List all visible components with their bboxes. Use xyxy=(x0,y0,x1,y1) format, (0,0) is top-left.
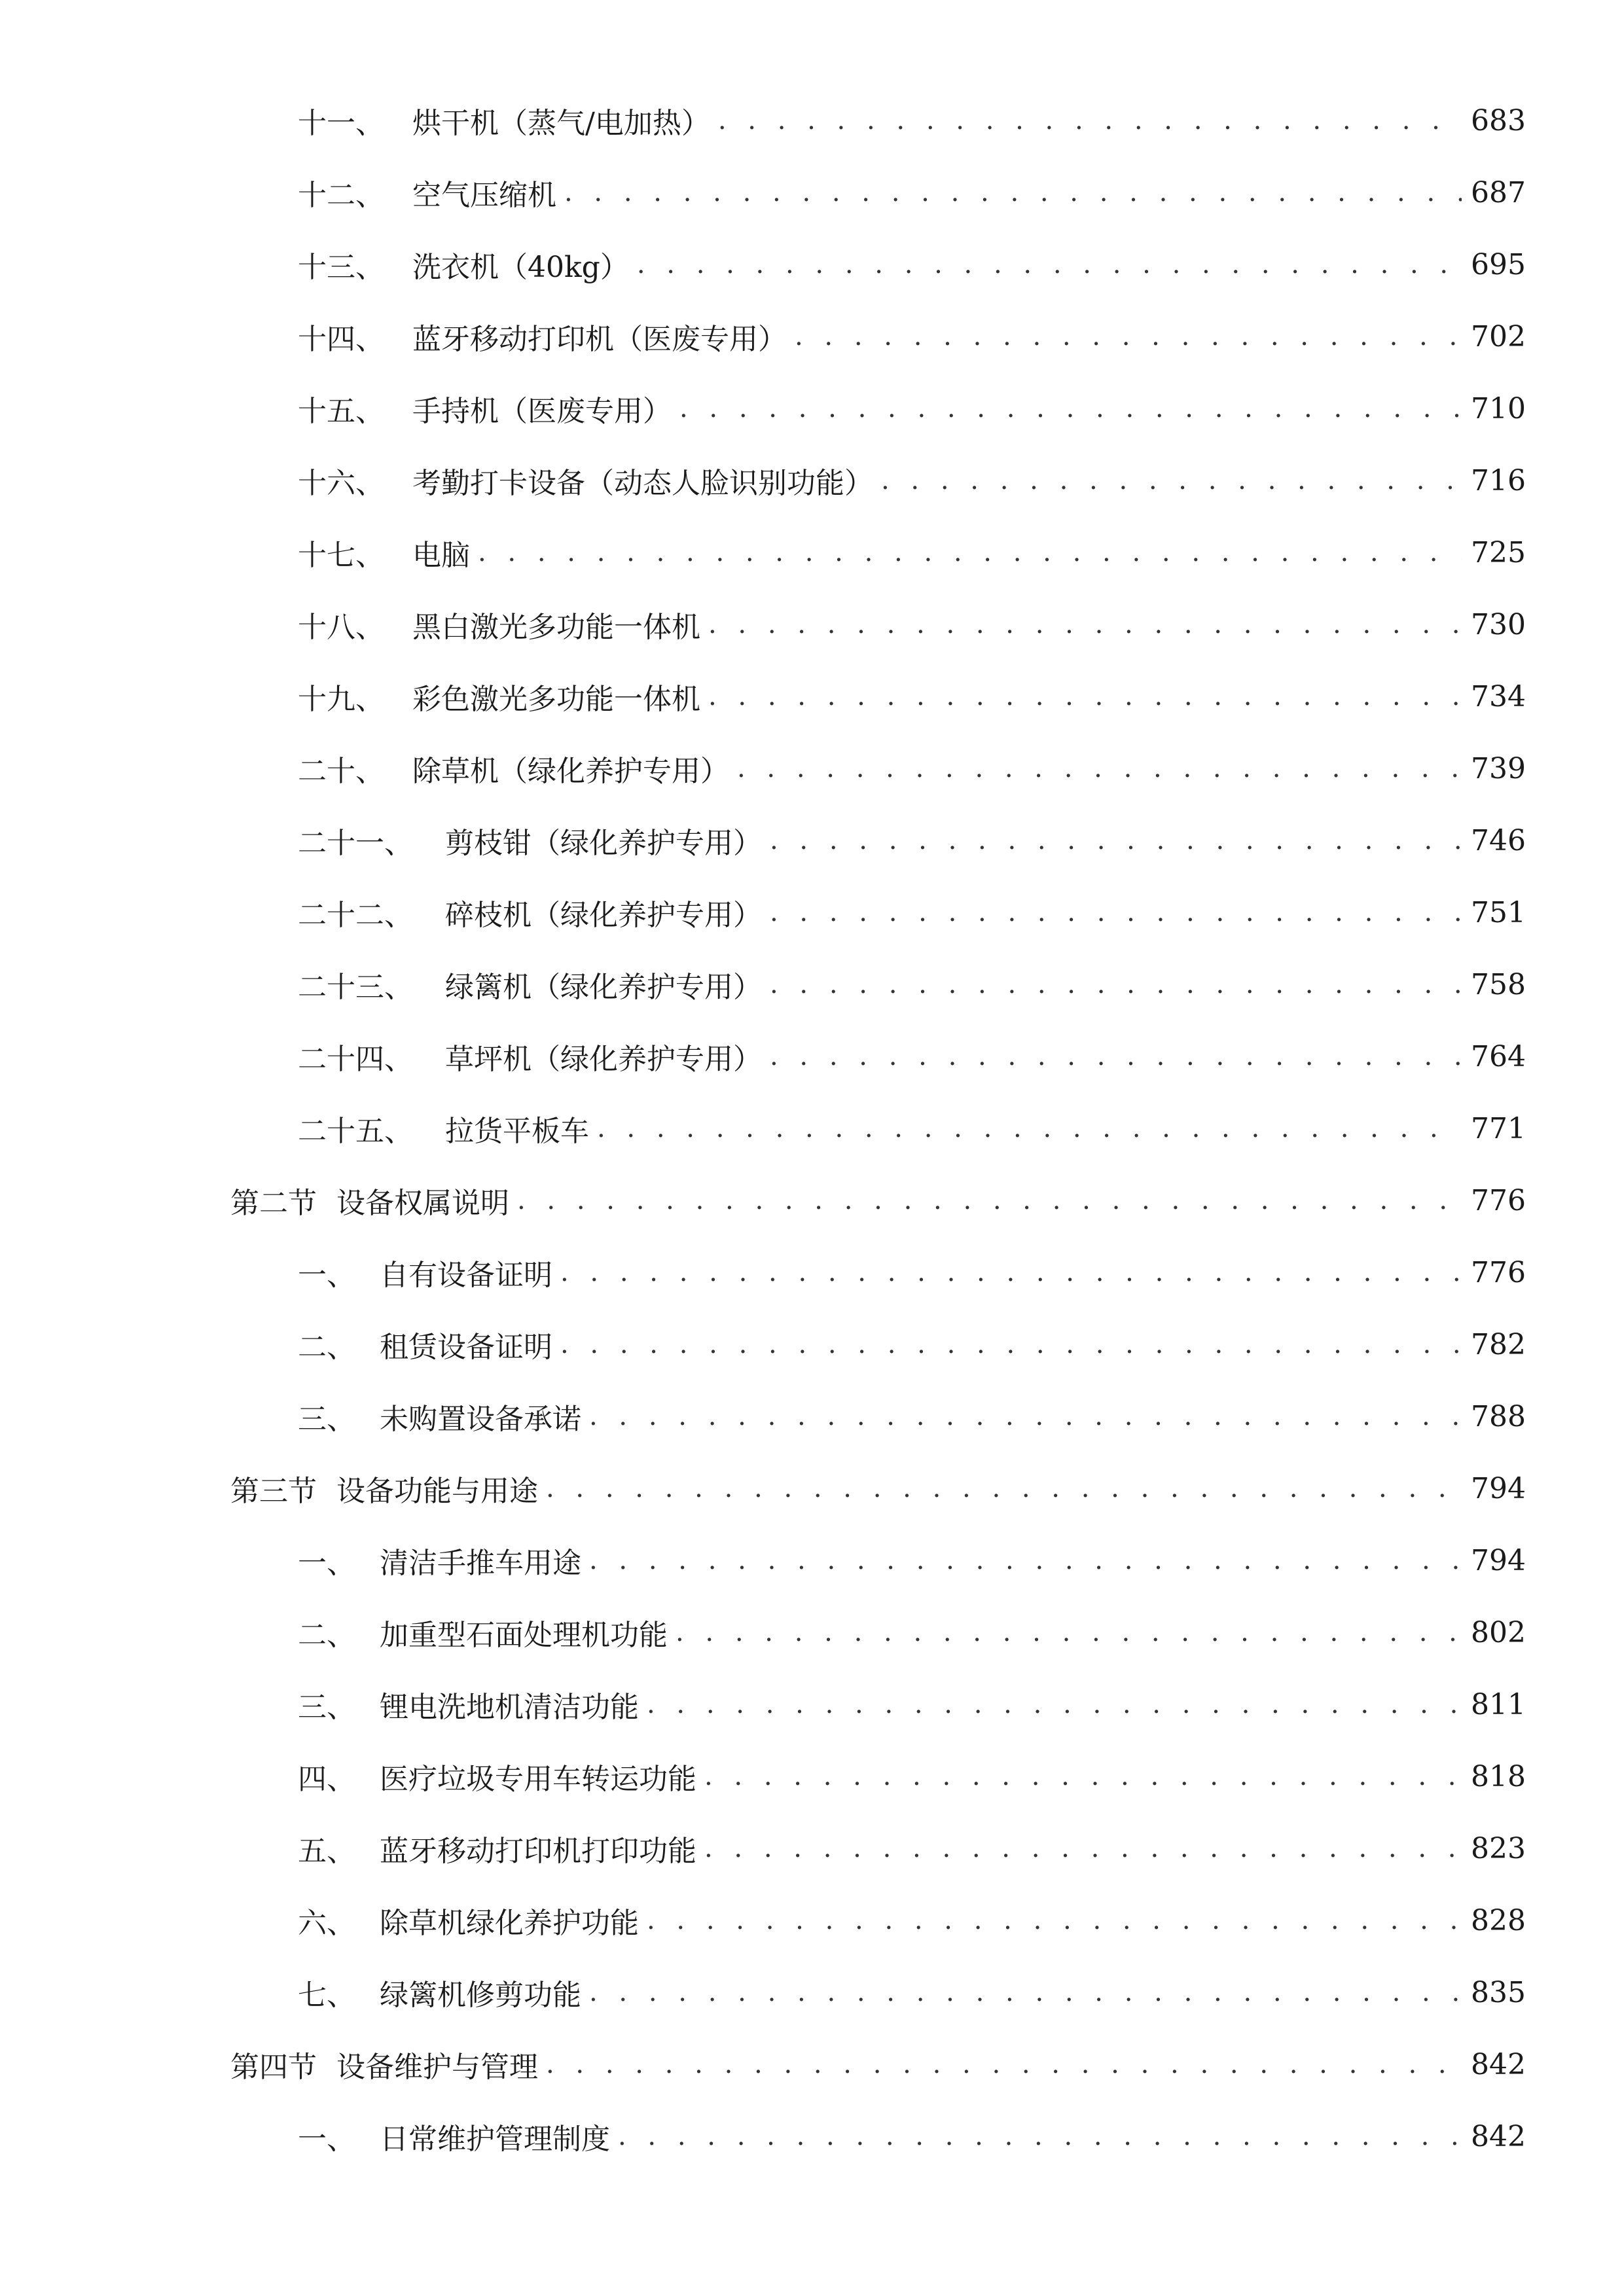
toc-entry-page: 835 xyxy=(1471,1975,1526,2009)
dot-leader xyxy=(770,969,1462,999)
toc-entry-page: 730 xyxy=(1471,607,1526,641)
toc-entry-number: 二十一、 xyxy=(298,827,413,860)
toc-entry-page: 771 xyxy=(1471,1111,1526,1145)
toc-entry-title: 日常维护管理制度 xyxy=(380,2123,610,2156)
toc-entry-title: 电脑 xyxy=(412,539,470,572)
dot-leader xyxy=(546,2049,1462,2079)
toc-section-number: 第三节 xyxy=(230,1475,317,1508)
toc-entry-title: 自有设备证明 xyxy=(380,1259,552,1292)
dot-leader xyxy=(637,249,1462,279)
toc-entry-number: 三、 xyxy=(298,1691,355,1724)
toc-entry-page: 739 xyxy=(1471,751,1526,785)
toc-entry-page: 782 xyxy=(1471,1327,1526,1361)
toc-entry[interactable] xyxy=(0,670,1624,723)
dot-leader xyxy=(770,825,1462,855)
toc-entry[interactable] xyxy=(0,382,1624,435)
toc-entry-title: 手持机（医废专用） xyxy=(412,395,672,428)
toc-entry[interactable] xyxy=(0,1030,1624,1083)
toc-entry-title: 加重型石面处理机功能 xyxy=(380,1619,668,1652)
toc-entry-number: 五、 xyxy=(298,1835,355,1868)
toc-entry-page: 702 xyxy=(1471,319,1526,353)
dot-leader xyxy=(589,1977,1462,2007)
toc-entry[interactable] xyxy=(0,1246,1624,1299)
toc-entry-title: 空气压缩机 xyxy=(412,179,556,212)
toc-entry-number: 十四、 xyxy=(298,323,384,356)
dot-leader xyxy=(478,537,1462,567)
dot-leader xyxy=(560,1329,1462,1359)
toc-entry-title: 除草机绿化养护功能 xyxy=(380,1907,639,1940)
toc-entry-title: 绿篱机（绿化养护专用） xyxy=(445,971,762,1004)
toc-entry-title: 清洁手推车用途 xyxy=(380,1547,581,1580)
toc-entry-number: 十五、 xyxy=(298,395,384,428)
dot-leader xyxy=(708,681,1462,711)
toc-entry-number: 二十二、 xyxy=(298,899,413,932)
toc-entry-number: 二十、 xyxy=(298,755,384,788)
toc-entry[interactable] xyxy=(0,1822,1624,1874)
toc-entry-number: 十一、 xyxy=(298,107,384,140)
toc-entry-page: 842 xyxy=(1471,2047,1526,2081)
toc-entry-page: 823 xyxy=(1471,1831,1526,1865)
dot-leader xyxy=(647,1689,1462,1719)
toc-entry-number: 十二、 xyxy=(298,179,384,212)
toc-entry-number: 二十五、 xyxy=(298,1115,413,1148)
dot-leader xyxy=(737,753,1462,783)
toc-section-entry[interactable] xyxy=(0,2038,1624,2090)
toc-entry-page: 734 xyxy=(1471,679,1526,713)
toc-entry[interactable] xyxy=(0,1750,1624,1803)
toc-entry-title: 蓝牙移动打印机打印功能 xyxy=(380,1835,696,1868)
toc-entry-title: 黑白激光多功能一体机 xyxy=(412,611,700,644)
toc-entry-number: 十八、 xyxy=(298,611,384,644)
dot-leader xyxy=(618,2121,1462,2151)
dot-leader xyxy=(718,105,1462,135)
toc-entry[interactable] xyxy=(0,166,1624,219)
dot-leader xyxy=(564,177,1462,207)
toc-entry-page: 751 xyxy=(1471,895,1526,929)
toc-entry[interactable] xyxy=(0,742,1624,795)
toc-entry-number: 一、 xyxy=(298,1547,355,1580)
dot-leader xyxy=(704,1761,1462,1791)
toc-entry-number: 一、 xyxy=(298,1259,355,1292)
dot-leader xyxy=(679,393,1462,423)
toc-entry[interactable] xyxy=(0,310,1624,363)
toc-entry-title: 碎枝机（绿化养护专用） xyxy=(445,899,762,932)
toc-entry[interactable] xyxy=(0,94,1624,147)
toc-entry-number: 四、 xyxy=(298,1763,355,1796)
toc-entry[interactable] xyxy=(0,1318,1624,1371)
toc-entry-page: 802 xyxy=(1471,1615,1526,1649)
toc-entry-number: 二、 xyxy=(298,1619,355,1652)
toc-entry-title: 除草机（绿化养护专用） xyxy=(412,755,729,788)
dot-leader xyxy=(546,1473,1462,1503)
toc-entry-page: 788 xyxy=(1471,1399,1526,1433)
toc-entry-title: 锂电洗地机清洁功能 xyxy=(380,1691,639,1724)
toc-entry-page: 683 xyxy=(1471,103,1526,137)
toc-entry-page: 716 xyxy=(1471,463,1526,497)
toc-entry-page: 776 xyxy=(1471,1183,1526,1217)
toc-entry-number: 一、 xyxy=(298,2123,355,2156)
dot-leader xyxy=(589,1401,1462,1431)
toc-entry-page: 811 xyxy=(1471,1687,1526,1721)
toc-entry[interactable] xyxy=(0,1534,1624,1587)
toc-section-number: 第二节 xyxy=(230,1187,317,1220)
toc-entry[interactable] xyxy=(0,238,1624,291)
toc-entry-title: 医疗垃圾专用车转运功能 xyxy=(380,1763,696,1796)
toc-entry[interactable] xyxy=(0,958,1624,1011)
toc-entry-page: 687 xyxy=(1471,175,1526,209)
toc-entry[interactable] xyxy=(0,454,1624,507)
toc-entry[interactable] xyxy=(0,526,1624,579)
dot-leader xyxy=(647,1905,1462,1935)
toc-entry[interactable] xyxy=(0,598,1624,651)
toc-section-title: 设备权属说明 xyxy=(336,1187,509,1220)
toc-entry-number: 二、 xyxy=(298,1331,355,1364)
toc-section-entry[interactable] xyxy=(0,1462,1624,1515)
toc-entry-number: 十三、 xyxy=(298,251,384,284)
toc-entry[interactable] xyxy=(0,1894,1624,1946)
toc-section-title: 设备维护与管理 xyxy=(336,2051,538,2084)
toc-entry[interactable] xyxy=(0,1390,1624,1443)
dot-leader xyxy=(708,609,1462,639)
toc-entry-number: 二十三、 xyxy=(298,971,413,1004)
toc-section-title: 设备功能与用途 xyxy=(336,1475,538,1508)
toc-entry[interactable] xyxy=(0,1966,1624,2018)
toc-entry-number: 二十四、 xyxy=(298,1043,413,1076)
toc-section-entry[interactable] xyxy=(0,1174,1624,1227)
toc-entry-page: 794 xyxy=(1471,1471,1526,1505)
toc-entry-title: 彩色激光多功能一体机 xyxy=(412,683,700,716)
toc-entry-number: 十九、 xyxy=(298,683,384,716)
toc-entry-page: 764 xyxy=(1471,1039,1526,1073)
dot-leader xyxy=(795,321,1462,351)
toc-entry-number: 十七、 xyxy=(298,539,384,572)
toc-section-number: 第四节 xyxy=(230,2051,317,2084)
toc-entry-page: 746 xyxy=(1471,823,1526,857)
toc-entry[interactable] xyxy=(0,1606,1624,1659)
toc-entry-title: 绿篱机修剪功能 xyxy=(380,1979,581,2012)
toc-entry-title: 未购置设备承诺 xyxy=(380,1403,581,1436)
dot-leader xyxy=(676,1617,1462,1647)
dot-leader xyxy=(704,1833,1462,1863)
toc-entry-number: 六、 xyxy=(298,1907,355,1940)
toc-entry-title: 考勤打卡设备（动态人脸识别功能） xyxy=(412,467,873,500)
toc-entry-page: 828 xyxy=(1471,1903,1526,1937)
toc-entry[interactable] xyxy=(0,814,1624,867)
toc-entry[interactable] xyxy=(0,1678,1624,1731)
toc-entry-number: 七、 xyxy=(298,1979,355,2012)
toc-entry-page: 776 xyxy=(1471,1255,1526,1289)
toc-entry[interactable] xyxy=(0,2110,1624,2162)
dot-leader xyxy=(560,1257,1462,1287)
dot-leader xyxy=(770,897,1462,927)
toc-entry-title: 拉货平板车 xyxy=(445,1115,589,1148)
dot-leader xyxy=(589,1545,1462,1575)
toc-entry-page: 818 xyxy=(1471,1759,1526,1793)
toc-entry-page: 794 xyxy=(1471,1543,1526,1577)
toc-entry-title: 烘干机（蒸气/电加热） xyxy=(412,107,710,140)
dot-leader xyxy=(597,1113,1462,1143)
toc-entry-number: 十六、 xyxy=(298,467,384,500)
toc-entry-title: 剪枝钳（绿化养护专用） xyxy=(445,827,762,860)
toc-entry[interactable] xyxy=(0,886,1624,939)
toc-entry-title: 草坪机（绿化养护专用） xyxy=(445,1043,762,1076)
dot-leader xyxy=(881,465,1462,495)
dot-leader xyxy=(517,1185,1462,1215)
toc-entry-page: 695 xyxy=(1471,247,1526,281)
toc-entry-page: 725 xyxy=(1471,535,1526,569)
toc-entry-title: 洗衣机（40kg） xyxy=(412,251,629,284)
toc-entry-number: 三、 xyxy=(298,1403,355,1436)
toc-entry-title: 租赁设备证明 xyxy=(380,1331,552,1364)
toc-entry[interactable] xyxy=(0,1102,1624,1155)
toc-entry-page: 842 xyxy=(1471,2119,1526,2153)
toc-entry-page: 710 xyxy=(1471,391,1526,425)
dot-leader xyxy=(770,1041,1462,1071)
toc-entry-page: 758 xyxy=(1471,967,1526,1001)
toc-entry-title: 蓝牙移动打印机（医废专用） xyxy=(412,323,787,356)
